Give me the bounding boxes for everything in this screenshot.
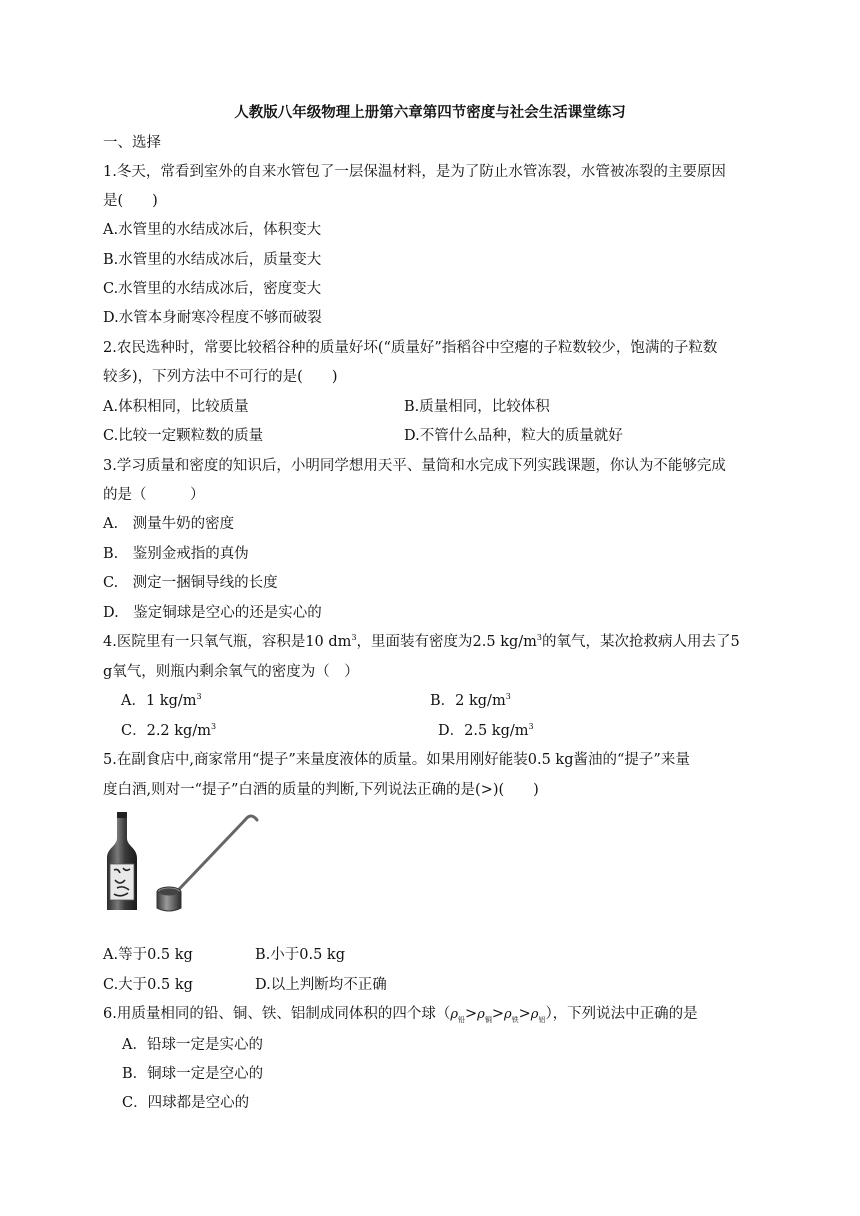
- q4-option-b: [430, 691, 511, 711]
- q4-stem-part2: ，里面装有密度为2.5 kg/m: [356, 634, 537, 650]
- rho-subscript-copper: 铜: [484, 1015, 492, 1024]
- q2-option-a: A.体积相同，比较质量: [103, 399, 249, 415]
- section-heading: 一、选择: [103, 135, 161, 151]
- rho-symbol: ρ: [450, 1007, 458, 1022]
- rho-symbol: ρ: [530, 1007, 539, 1022]
- bottle-and-ladle-illustration: [105, 812, 265, 912]
- gt-symbol: >: [491, 1006, 504, 1022]
- rho-symbol: ρ: [477, 1007, 485, 1022]
- q1-option-b: B.水管里的水结成冰后，质量变大: [103, 252, 322, 268]
- q2-option-b: B.质量相同，比较体积: [404, 399, 550, 415]
- q4-option-d-exponent: 3: [528, 722, 534, 732]
- q5-option-b: B.小于0.5 kg: [255, 947, 346, 963]
- rho-subscript-aluminum: 铝: [538, 1015, 546, 1024]
- rho-symbol: ρ: [503, 1007, 512, 1022]
- q3-option-c: C. 测定一捆铜导线的长度: [103, 575, 278, 591]
- gt-symbol: >: [518, 1006, 531, 1022]
- q4-option-c-text: C．2.2 kg/m: [121, 723, 211, 739]
- q4-option-c: [121, 721, 216, 741]
- q6-option-a: A．铅球一定是实心的: [122, 1037, 263, 1053]
- q4-stem-part3: 的氧气，某次抢救病人用去了5: [542, 634, 740, 650]
- document-title: 人教版八年级物理上册第六章第四节密度与社会生活课堂练习: [234, 104, 626, 121]
- rho-subscript-lead: 铅: [458, 1015, 465, 1024]
- rho-subscript-iron: 铁: [511, 1015, 519, 1024]
- q4-option-d: [438, 721, 534, 741]
- q3-option-d: D. 鉴定铜球是空心的还是实心的: [103, 605, 322, 621]
- q4-option-d-text: D．2.5 kg/m: [438, 723, 529, 739]
- ladle-icon: [157, 816, 257, 911]
- q3-stem-line1: 3.学习质量和密度的知识后，小明同学想用天平、量筒和水完成下列实践课题，你认为不能够完成: [103, 458, 726, 474]
- q6-stem: [103, 1004, 698, 1025]
- q4-density-unit-exponent: 3: [536, 633, 542, 643]
- q2-option-d: D.不管什么品种，粒大的质量就好: [404, 428, 623, 444]
- q1-option-d: D.水管本身耐寒冷程度不够而破裂: [103, 310, 322, 326]
- q6-stem-part2: ），下列说法中正确的是: [545, 1006, 698, 1022]
- q4-volume-unit-exponent: 3: [351, 633, 357, 643]
- q5-option-c: C.大于0.5 kg: [103, 977, 193, 993]
- gt-symbol: >: [465, 1006, 478, 1022]
- q4-option-a: [121, 691, 202, 711]
- q4-stem-part1: 4.医院里有一只氧气瓶，容积是10 dm: [103, 634, 352, 650]
- q1-option-a: A.水管里的水结成冰后，体积变大: [103, 222, 322, 238]
- q5-stem-line1: 5.在副食店中,商家常用“提子”来量度液体的质量。如果用刚好能装0.5 kg酱油的“提子”来量: [103, 752, 690, 768]
- q4-option-b-text: B．2 kg/m: [430, 693, 506, 709]
- q4-option-a-exponent: 3: [196, 692, 202, 702]
- q5-stem-line2: 度白酒,则对一“提子”白酒的质量的判断,下列说法正确的是(>)( ): [103, 782, 539, 798]
- q6-stem-part1: 6.用质量相同的铅、铜、铁、铝制成同体积的四个球（: [103, 1006, 451, 1022]
- q4-option-a-text: A．1 kg/m: [121, 693, 197, 709]
- q3-option-b: B. 鉴别金戒指的真伪: [103, 546, 249, 562]
- q1-stem-line2: 是( ): [103, 193, 158, 209]
- q1-option-c: C.水管里的水结成冰后，密度变大: [103, 281, 322, 297]
- q6-option-c: C．四球都是空心的: [122, 1095, 250, 1111]
- q4-stem-line2: g氧气，则瓶内剩余氧气的密度为（ ）: [103, 664, 359, 680]
- q1-stem-line1: 1.冬天，常看到室外的自来水管包了一层保温材料，是为了防止水管冻裂，水管被冻裂的主要原因: [103, 164, 726, 180]
- q3-stem-line2: 的是（ ）: [103, 487, 205, 503]
- q5-option-a: A.等于0.5 kg: [103, 947, 193, 963]
- q4-stem-line1: [103, 632, 740, 652]
- q4-option-b-exponent: 3: [505, 692, 511, 702]
- q2-option-c: C.比较一定颗粒数的质量: [103, 428, 264, 444]
- q2-stem-line1: 2.农民选种时，常要比较稻谷种的质量好坏(“质量好”指稻谷中空瘪的子粒数较少，饱满的子粒数: [103, 340, 718, 356]
- q6-option-b: B．铜球一定是空心的: [122, 1066, 264, 1082]
- q3-option-a: A. 测量牛奶的密度: [103, 516, 235, 532]
- sake-bottle-icon: [107, 812, 137, 910]
- q5-option-d: D.以上判断均不正确: [255, 977, 387, 993]
- q2-stem-line2: 较多)，下列方法中不可行的是( ): [103, 369, 338, 385]
- q4-option-c-exponent: 3: [210, 722, 217, 732]
